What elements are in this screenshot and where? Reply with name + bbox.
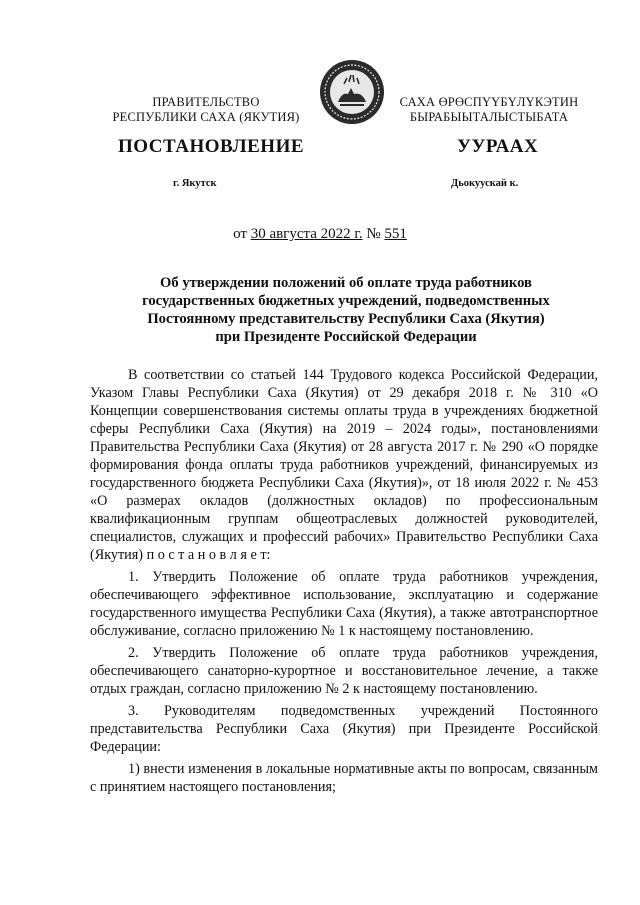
- header-right-line1: САХА ӨРӨСПҮҮБҮЛҮКЭТИН: [399, 95, 579, 109]
- paragraph-preamble: В соответствии со статьей 144 Трудового кодекса Российской Федерации, Указом Главы Республики Саха (Якутия) от 29 декабря 2018 г. № 310 «О Концепции совершенствования системы оплаты труда в учреждениях бюджетной сферы Республики Саха (Якутия) на 2019 – 2024 годы», постановлениями Правительства Республики Саха (Якутия) от 28 августа 2017 г. № 290 «О порядке формирования фонда оплаты труда работников учреждений, финансируемых из государственного бюджета Республики Саха (Якутия)», от 18 июля 2022 г. № 453 «О размерах окладов (должностных окладов) по профессиональным квалификационным группам общеотраслевых должностей руководителей, специалистов, служащих и профессий рабочих» Правительство Республики Саха (Якутия) п о с т а н о в л я е т:: [90, 367, 598, 563]
- date-line: [0, 226, 640, 243]
- date-prefix: от: [233, 226, 247, 242]
- document-number: 551: [384, 226, 407, 242]
- title-line-1: Об утверждении положений об оплате труда работников: [160, 275, 532, 291]
- city-russian: г. Якутск: [173, 178, 217, 189]
- document-body: [90, 366, 598, 796]
- emblem-icon: [318, 58, 386, 126]
- city-sakha: Дьокуускай к.: [451, 178, 519, 189]
- paragraph-subitem-1: 1) внести изменения в локальные нормативные акты по вопросам, связанным с принятием настоящего постановления;: [90, 761, 598, 795]
- header-left-line1: ПРАВИТЕЛЬСТВО: [152, 95, 260, 109]
- paragraph-item-1: 1. Утвердить Положение об оплате труда работников учреждения, обеспечивающего эффективное использование, эксплуатацию и содержание государственного имущества Республики Саха (Якутия), а также автотранспортное обслуживание, согласно приложению № 1 к настоящему постановлению.: [90, 569, 598, 639]
- title-russian: ПОСТАНОВЛЕНИЕ: [118, 136, 305, 157]
- title-line-3: Постоянному представительству Республики Саха (Якутия): [147, 311, 545, 327]
- title-sakha: УУРААХ: [457, 136, 539, 157]
- paragraph-item-3: 3. Руководителям подведомственных учреждений Постоянного представительства Республики Саха (Якутия) при Президенте Российской Федерации:: [90, 703, 598, 755]
- title-line-2: государственных бюджетных учреждений, подведомственных: [142, 293, 550, 309]
- paragraph-item-2: 2. Утвердить Положение об оплате труда работников учреждения, обеспечивающего санаторно-курортное и восстановительное лечение, а также отдых граждан, согласно приложению № 2 к настоящему постановлению.: [90, 645, 598, 697]
- header-right-line2: БЫРАБЫЫТАЛЫСТЫБАТА: [409, 110, 569, 124]
- header-left-line2: РЕСПУБЛИКИ САХА (ЯКУТИЯ): [112, 110, 300, 124]
- title-line-4: при Президенте Российской Федерации: [215, 329, 477, 345]
- number-sign: №: [366, 226, 381, 242]
- header-right: [382, 95, 596, 125]
- header-left: [96, 95, 316, 125]
- date-value: 30 августа 2022 г.: [250, 226, 363, 242]
- document-title: [96, 274, 596, 346]
